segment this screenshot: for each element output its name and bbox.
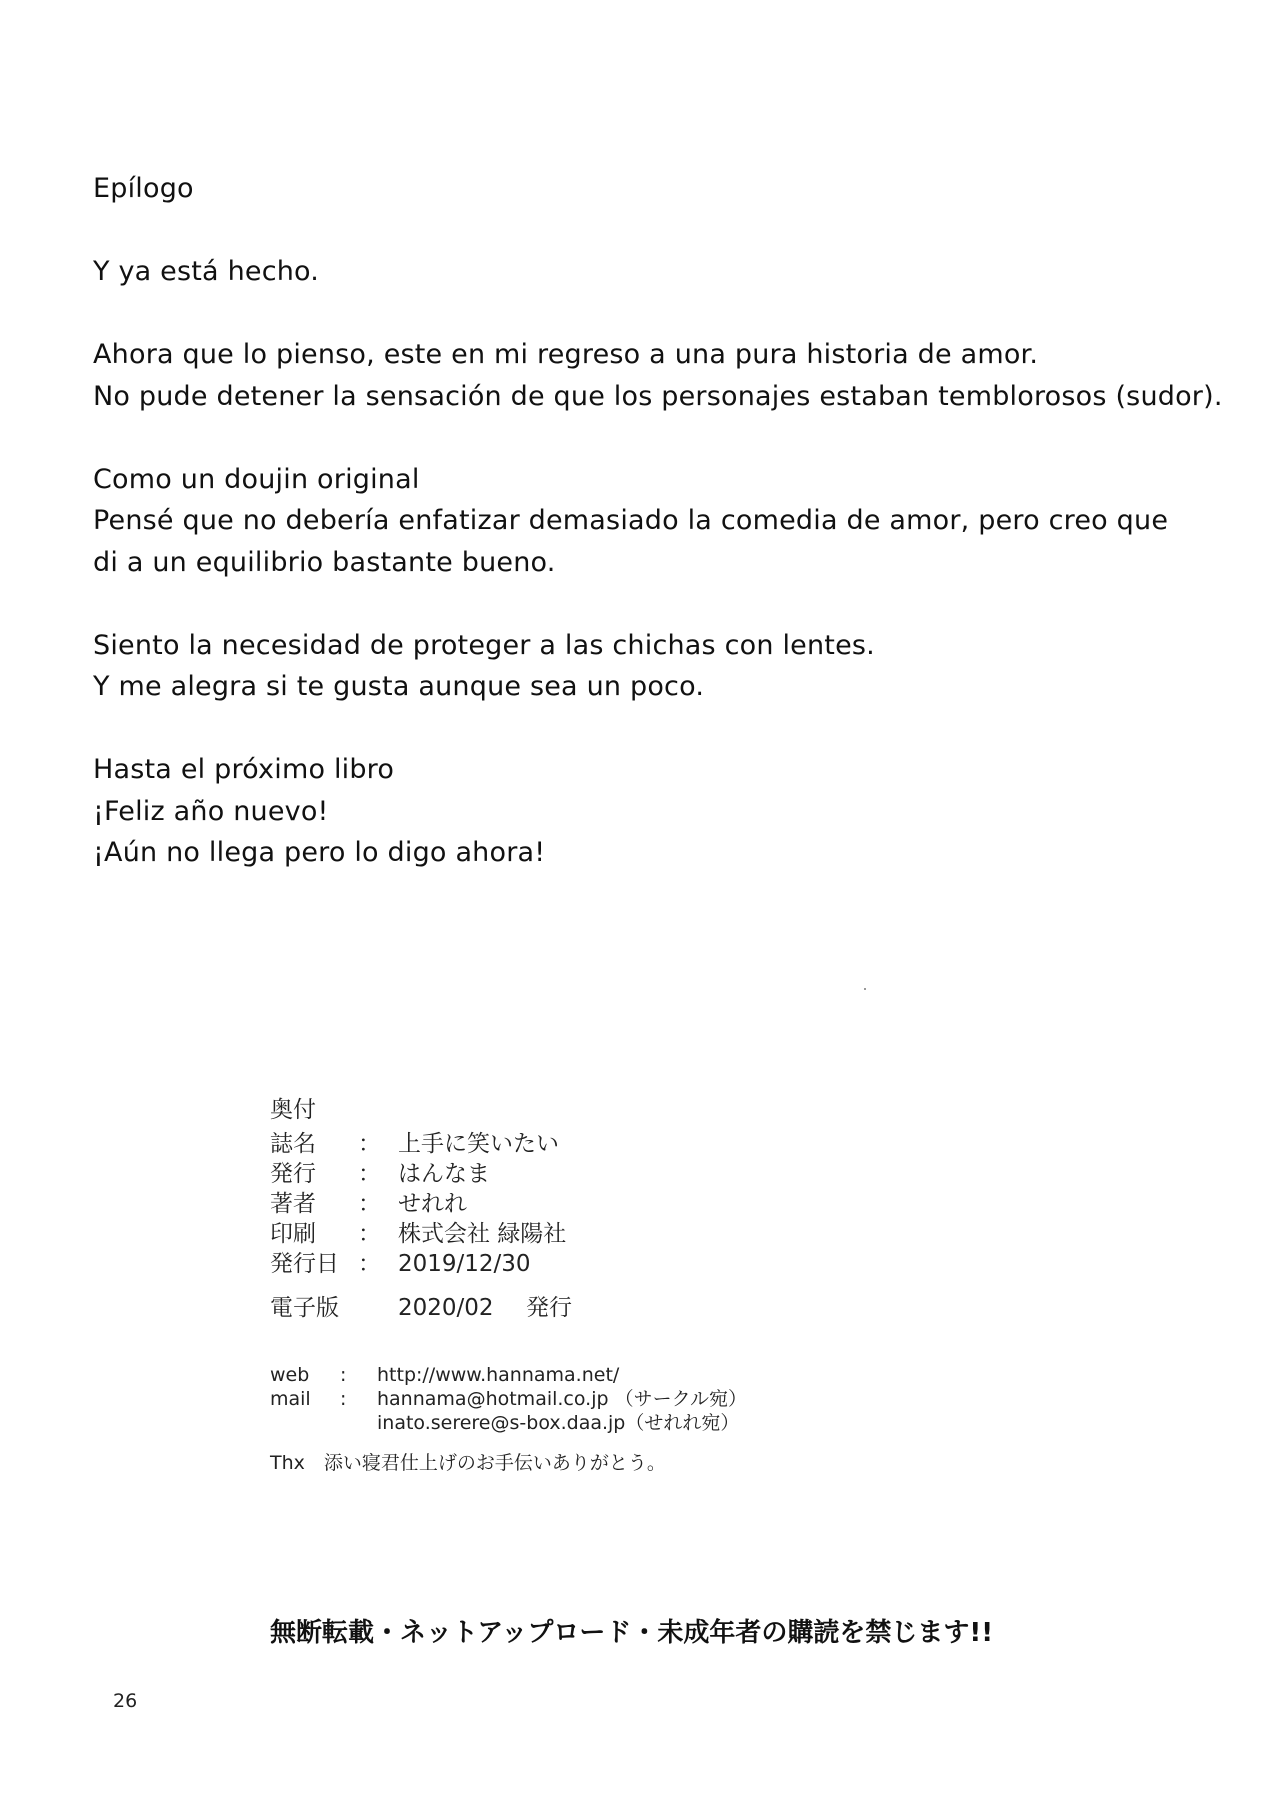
mail-separator: : <box>340 1388 347 1410</box>
contact-block <box>270 1363 747 1435</box>
colophon-separator: ： <box>358 1251 381 1277</box>
epilogue-line: Hasta el próximo libro <box>93 754 395 785</box>
epilogue-line: Y ya está hecho. <box>93 256 320 287</box>
epilogue-line: Y me alegra si te gusta aunque sea un poco. <box>93 671 705 702</box>
colophon-separator: ： <box>358 1221 381 1247</box>
colophon-key: 誌名 <box>270 1131 316 1157</box>
contact-mail-row <box>270 1387 747 1411</box>
colophon-value: 2019/12/30 <box>398 1251 531 1277</box>
contact-mail-row-2 <box>270 1411 747 1435</box>
colophon-row-title <box>270 1129 747 1159</box>
mail-address-2: inato.serere@s-box.daa.jp（せれれ宛） <box>377 1412 740 1434</box>
edition-key: 電子版 <box>270 1295 339 1321</box>
epilogue-line: Como un doujin original <box>93 463 420 495</box>
colophon-heading: 奥付 <box>270 1097 316 1123</box>
mail-address-1: hannama@hotmail.co.jp （サークル宛） <box>377 1388 748 1410</box>
colophon-value: せれれ <box>398 1191 467 1217</box>
web-label: web <box>270 1364 310 1386</box>
mail-label: mail <box>270 1388 311 1410</box>
epilogue-line: Siento la necesidad de proteger a las chichas con lentes. <box>93 629 875 661</box>
epilogue-text <box>93 168 1253 915</box>
colophon-separator: ： <box>358 1191 381 1217</box>
epilogue-line: Pensé que no debería enfatizar demasiado la comedia de amor, pero creo que <box>93 505 1169 536</box>
colophon-key: 発行 <box>270 1161 316 1187</box>
colophon-row-date <box>270 1249 747 1279</box>
epilogue-line: No pude detener la sensación de que los personajes estaban temblorosos (sudor). <box>93 380 1223 412</box>
colophon-value: はんなま <box>398 1161 490 1187</box>
epilogue-line: ¡Feliz año nuevo! <box>93 795 329 827</box>
colophon-key: 発行日 <box>270 1251 339 1277</box>
epilogue-paragraph-1 <box>93 251 1253 293</box>
colophon-value: 上手に笑いたい <box>398 1131 559 1157</box>
colophon-separator: ： <box>358 1131 381 1157</box>
epilogue-line: Ahora que lo pienso, este en mi regreso a una pura historia de amor. <box>93 339 1039 370</box>
edition-date: 2020/02 <box>398 1295 494 1321</box>
digital-edition-row <box>270 1293 747 1323</box>
colophon-row-publisher <box>270 1159 747 1189</box>
colophon-value: 株式会社 緑陽社 <box>398 1221 567 1247</box>
colophon-row-author <box>270 1189 747 1219</box>
colophon-row-printer <box>270 1219 747 1249</box>
epilogue-line: di a un equilibrio bastante bueno. <box>93 546 556 578</box>
epilogue-paragraph-3 <box>93 459 1253 584</box>
colophon <box>270 1095 747 1475</box>
epilogue-paragraph-2 <box>93 334 1253 417</box>
stray-mark <box>864 988 866 990</box>
page-number: 26 <box>113 1690 138 1712</box>
web-url: http://www.hannama.net/ <box>377 1364 620 1386</box>
edition-label: 発行 <box>526 1295 572 1321</box>
copyright-warning: 無断転載・ネットアップロード・未成年者の購読を禁じます!! <box>270 1618 994 1648</box>
epilogue-paragraph-5 <box>93 749 1253 874</box>
contact-web-row <box>270 1363 747 1387</box>
epilogue-paragraph-4 <box>93 625 1253 708</box>
colophon-key: 著者 <box>270 1191 316 1217</box>
thanks-note: Thx 添い寝君仕上げのお手伝いありがとう。 <box>270 1452 666 1474</box>
web-separator: : <box>340 1364 347 1386</box>
epilogue-line: ¡Aún no llega pero lo digo ahora! <box>93 837 546 868</box>
colophon-separator: ： <box>358 1161 381 1187</box>
colophon-key: 印刷 <box>270 1221 316 1247</box>
epilogue-title: Epílogo <box>93 173 194 204</box>
